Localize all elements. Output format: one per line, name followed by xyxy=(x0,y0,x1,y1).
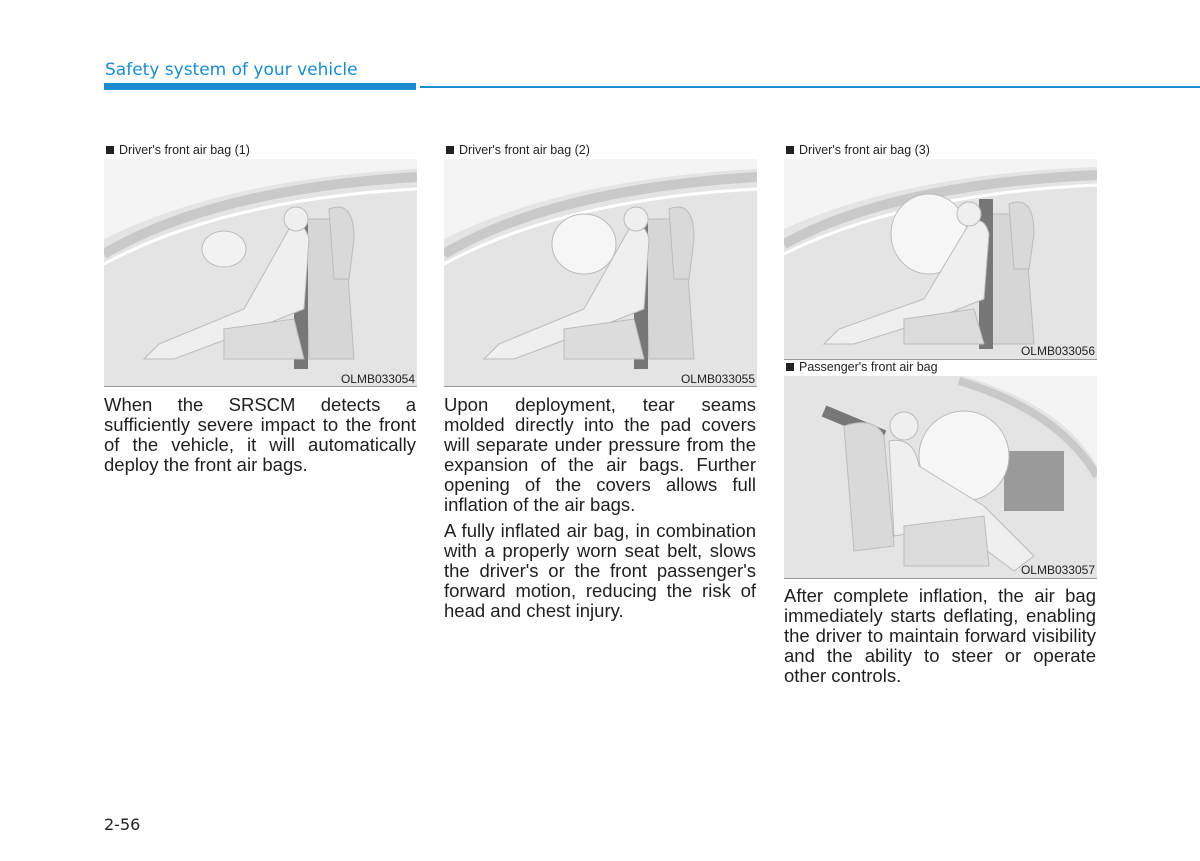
figure-driver-airbag-3 xyxy=(784,141,1097,361)
body-paragraph: A fully inflated air bag, in combination with a properly worn seat belt, slows the driver's or the front passenger's forward motion, reducing the risk of head and chest injury. xyxy=(444,520,756,621)
figure-bottom-rule xyxy=(784,578,1097,579)
section-title: Safety system of your vehicle xyxy=(105,60,358,80)
bullet-square-icon xyxy=(446,146,454,154)
body-paragraph: After complete inflation, the air bag immediately starts deflating, enabling the driver to maintain forward visibility and the ability to steer or operate other controls. xyxy=(784,585,1096,686)
body-paragraph: Upon deployment, tear seams molded directly into the pad covers will separate under pressure from the expansion of the air bags. Further opening of the covers allows full inflation of the air bags. xyxy=(444,394,756,515)
illustration-driver-airbag-full xyxy=(784,159,1097,359)
illustration-driver-airbag-medium xyxy=(444,159,757,387)
figure-driver-airbag-2 xyxy=(444,141,757,387)
figure-code: OLMB033057 xyxy=(1020,563,1095,577)
figure-driver-airbag-1 xyxy=(104,141,417,387)
illustration-driver-airbag-small xyxy=(104,159,417,387)
figure-bottom-rule xyxy=(444,386,757,387)
figure-code: OLMB033055 xyxy=(680,372,755,386)
figure-passenger-airbag xyxy=(784,358,1097,580)
figure-caption: Driver's front air bag (3) xyxy=(784,141,1097,159)
figure-code: OLMB033054 xyxy=(340,372,415,386)
bullet-square-icon xyxy=(786,146,794,154)
bullet-square-icon xyxy=(786,363,794,371)
figure-caption: Driver's front air bag (2) xyxy=(444,141,757,159)
header-bar xyxy=(104,83,416,90)
body-paragraph: When the SRSCM detects a sufficiently severe impact to the front of the vehicle, it will automatically deploy the front air bags. xyxy=(104,394,416,475)
illustration-passenger-airbag xyxy=(784,376,1097,578)
page-number: 2-56 xyxy=(104,815,141,834)
bullet-square-icon xyxy=(106,146,114,154)
figure-caption: Passenger's front air bag xyxy=(784,358,1097,376)
figure-bottom-rule xyxy=(104,386,417,387)
figure-code: OLMB033056 xyxy=(1020,344,1095,358)
header-rule xyxy=(420,86,1200,88)
figure-caption: Driver's front air bag (1) xyxy=(104,141,417,159)
